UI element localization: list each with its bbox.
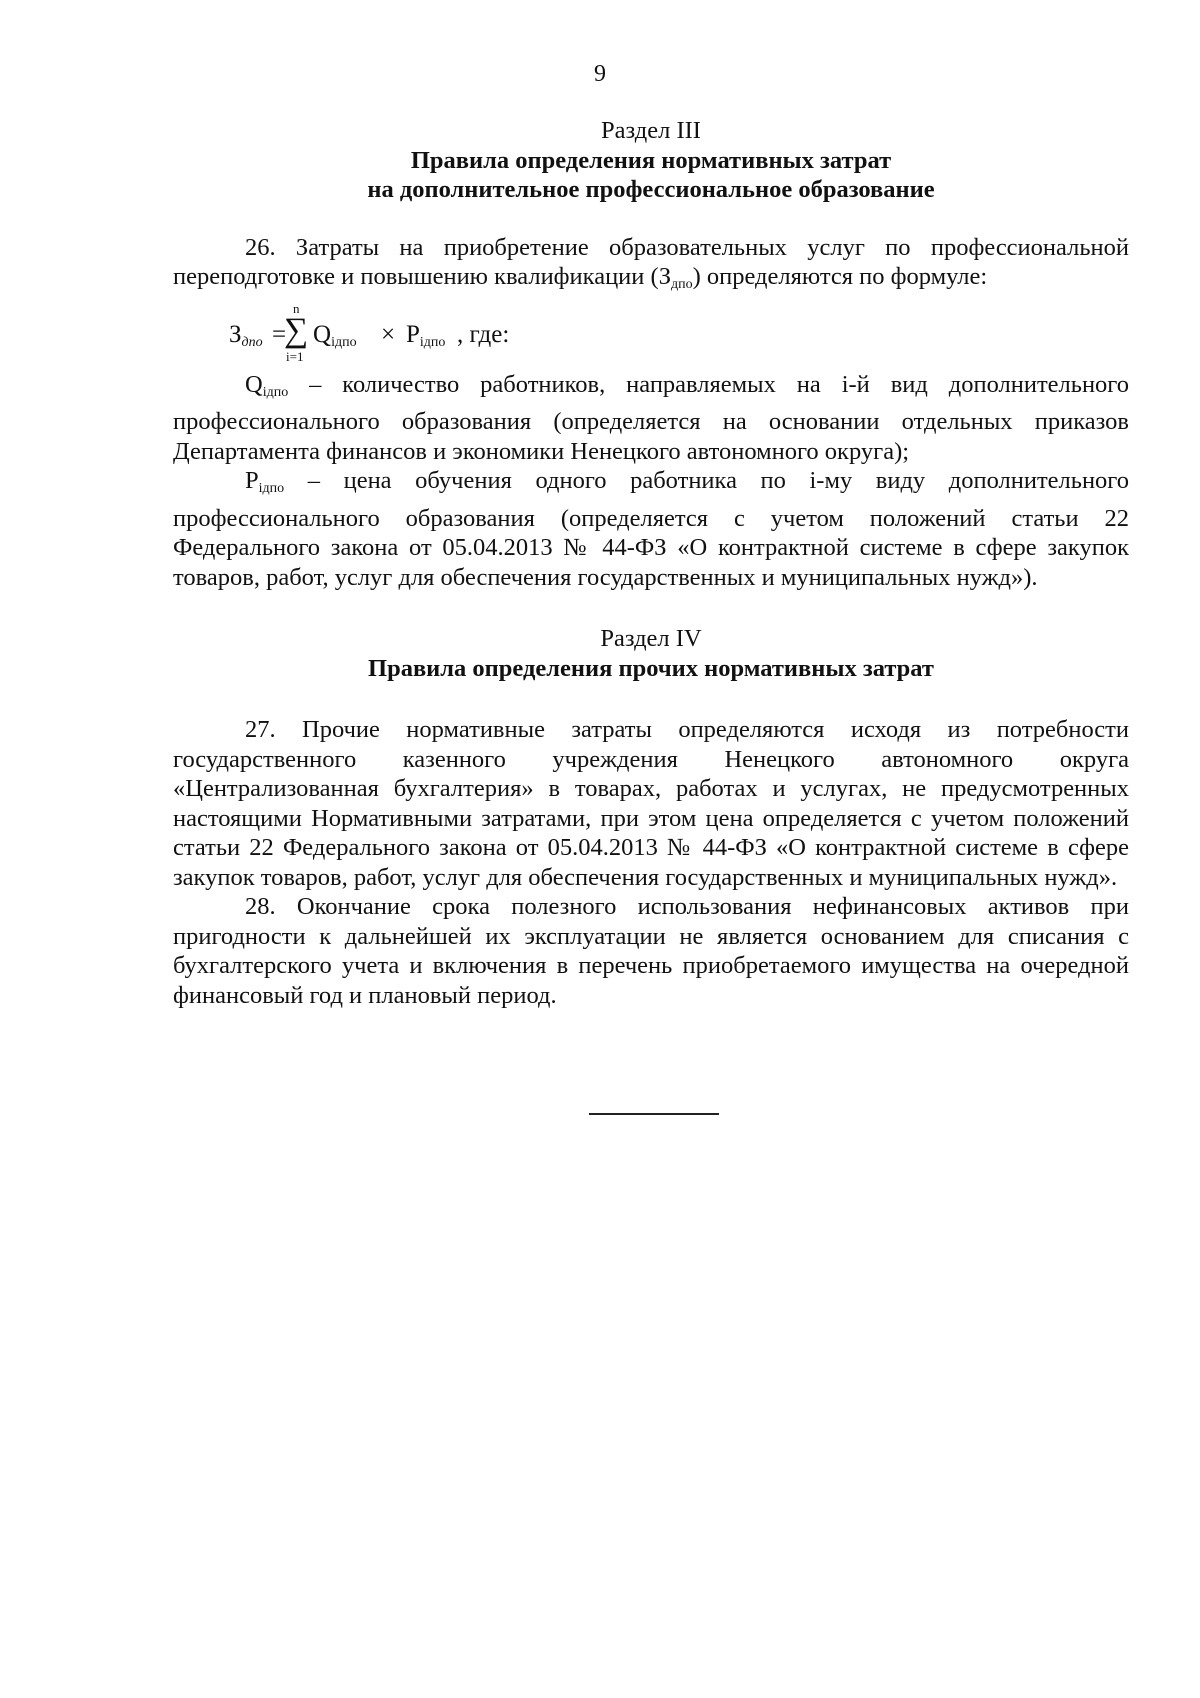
formula-q-symbol: Q [313,320,332,348]
definition-p-subscript: iдпо [258,481,285,496]
formula-q-term [313,320,357,358]
formula-p-symbol: P [406,320,420,348]
section-4-label: Раздел IV [600,625,702,652]
formula-lhs-symbol: З [229,320,242,348]
definition-p-text: – цена обучения одного работника по i-му виду дополнительного профессионального образования (определяется с учетом положений статьи 22 Федерального закона от 05.04.2013 № 44-ФЗ «О контрактной системе в сфере закупок товаров, работ, услуг для обеспечения государственных и муниципальных нужд»). [173,467,1129,591]
page-number: 9 [594,61,606,87]
section-4-title: Правила определения прочих нормативных затрат [368,654,934,682]
section-3-title-line-2: на дополнительное профессиональное образование [367,176,935,203]
paragraph-28: 28. Окончание срока полезного использования нефинансовых активов при пригодности к дальнейшей их эксплуатации не является основанием для списания с бухгалтерского учета и включения в перечень приобретаемого имущества на очередной финансовый год и плановый период. [173,893,1129,1009]
section-3-title-line-1: Правила определения нормативных затрат [410,146,892,174]
formula-p-subscript: iдпо [419,334,446,350]
definition-q [173,370,1129,467]
definition-p-symbol: P [245,467,259,494]
formula-q-subscript: iдпо [331,334,357,350]
section-3-label: Раздел III [601,117,701,144]
paragraph-26-text-after: ) определяются по формуле: [692,263,988,290]
definition-q-symbol: Q [245,370,263,398]
definition-q-text: – количество работников, направляемых на i-й вид дополнительного профессионального образования (определяется на основании отдельных приказов Департамента финансов и экономики Ненецкого автономного округа); [173,370,1129,465]
formula-upper-limit: n [293,300,300,316]
cost-formula [173,300,1129,370]
formula-times: × [381,320,396,348]
spacer [173,205,1129,233]
formula-lhs [229,320,263,358]
paragraph-26 [173,233,1129,300]
formula-tail: , где: [457,320,510,348]
formula-lhs-subscript: дпо [241,334,263,350]
paragraph-26-subscript: дпо [670,277,693,292]
formula-p-term [406,320,445,358]
spacer [173,592,1129,624]
paragraph-26-text-before: 26. Затраты на приобретение образовательных услуг по профессиональной переподготовке и повышению квалификации (З [173,233,1129,290]
document-body [173,116,1129,1010]
paragraph-27: 27. Прочие нормативные затраты определяются исходя из потребности государственного казенного учреждения Ненецкого автономного округа «Централизованная бухгалтерия» в товарах, работах и услугах, не предусмотренных настоящими Нормативными затратами, при этом цена определяется с учетом положений статьи 22 Федерального закона от 05.04.2013 № 44-ФЗ «О контрактной системе в сфере закупок товаров, работ, услуг для обеспечения государственных и муниципальных нужд». [173,716,1129,891]
formula-sigma: ∑ [284,311,309,349]
definition-q-subscript: iдпо [262,384,289,400]
formula-equals: = [272,320,287,348]
spacer [173,683,1129,715]
definition-p [173,466,1129,592]
end-of-document-rule [589,1113,719,1115]
formula-lower-limit: i=1 [286,348,304,364]
